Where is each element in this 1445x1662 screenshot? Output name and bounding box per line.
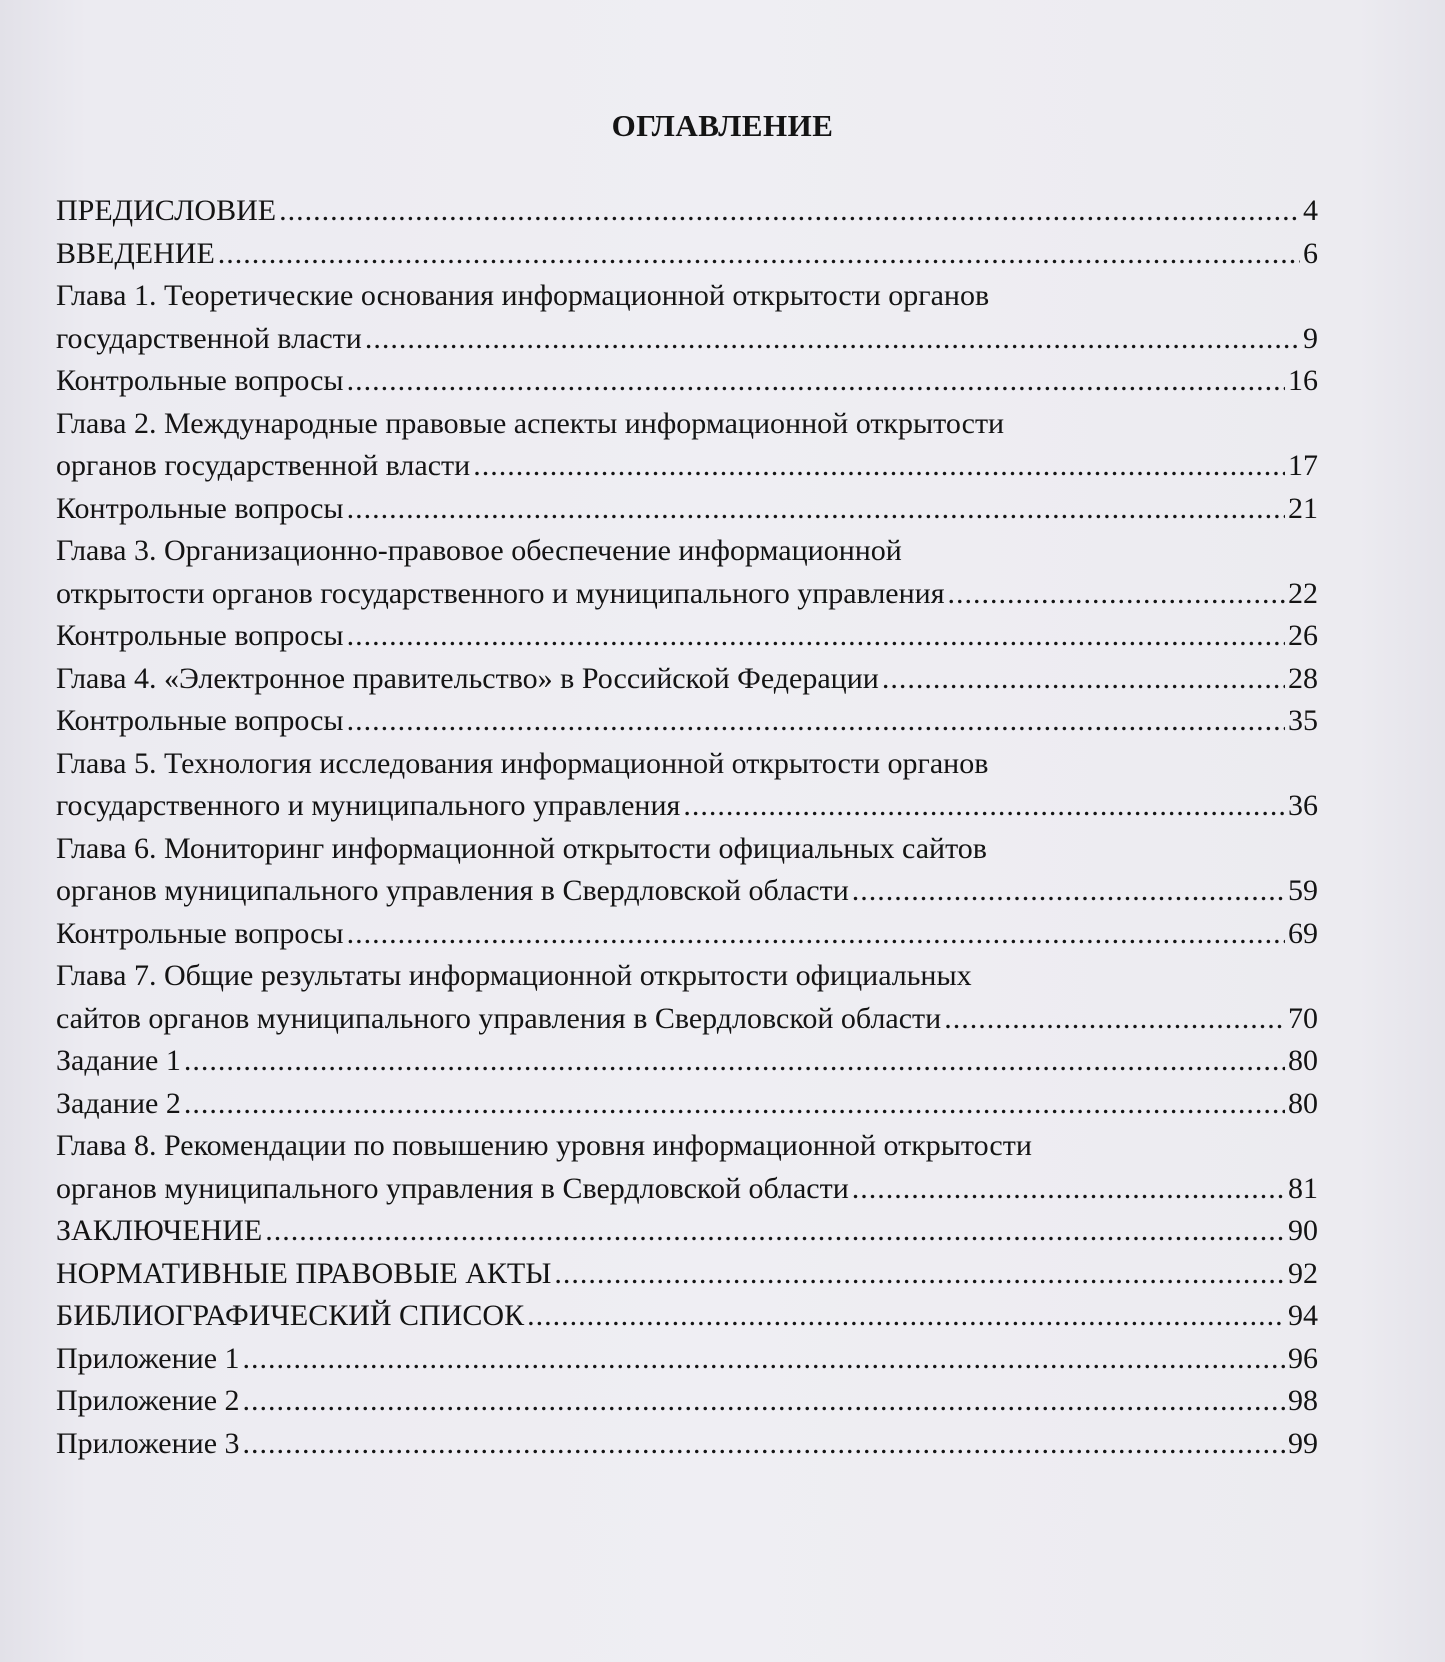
toc-leader-dots [473,445,1285,488]
toc-entry-title: ВВЕДЕНИЕ [56,236,215,270]
toc-entry-chapter-7[interactable] [56,998,1318,1041]
toc-leader-dots [265,1210,1285,1253]
toc-entry-chapter-5[interactable] [56,785,1318,828]
toc-entry-title: открытости органов государственного и муниципального управления [56,576,945,610]
toc-entry-legal-acts[interactable] [56,1253,1318,1296]
toc-page-number: 81 [1288,1171,1318,1205]
toc-entry-chapter-4[interactable] [56,658,1318,701]
toc-entry-appendix-2[interactable] [56,1380,1318,1423]
toc-entry-title: Контрольные вопросы [56,364,344,397]
toc-entry-appendix-3[interactable] [56,1423,1318,1466]
toc-page-number: 92 [1288,1256,1318,1290]
toc-entry-chapter-6-line1[interactable]: Глава 6. Мониторинг информационной открытости официальных сайтов [56,831,987,865]
toc-page-number: 26 [1288,619,1318,652]
toc-page-number: 99 [1288,1426,1318,1460]
toc-leader-dots [944,998,1285,1041]
toc-page-number: 17 [1288,449,1318,482]
toc-entry-title: Контрольные вопросы [56,916,344,950]
toc-entry-chapter-4-questions[interactable] [56,700,1318,743]
toc-leader-dots [243,1380,1285,1423]
toc-leader-dots [948,573,1285,616]
toc-leader-dots [852,870,1285,913]
table-of-contents [56,190,1318,1465]
toc-entry-bibliography[interactable] [56,1295,1318,1338]
toc-entry-title: органов муниципального управления в Свердловской области [56,874,849,907]
toc-leader-dots [218,233,1300,276]
toc-page-number: 96 [1288,1341,1318,1375]
toc-page-number: 6 [1303,236,1318,270]
toc-entry-title: Приложение 3 [56,1426,240,1460]
toc-page-number: 4 [1303,194,1318,227]
toc-page-number: 98 [1288,1384,1318,1417]
toc-page-number: 35 [1288,704,1318,737]
toc-leader-dots [365,318,1300,361]
toc-entry-chapter-7-line1[interactable]: Глава 7. Общие результаты информационной открытости официальных [56,959,972,992]
toc-entry-chapter-1[interactable] [56,318,1318,361]
toc-page-number: 70 [1288,1001,1318,1035]
toc-entry-chapter-6[interactable] [56,870,1318,913]
toc-leader-dots [683,785,1285,828]
toc-leader-dots [243,1338,1285,1381]
toc-entry-title: государственного и муниципального управления [56,789,681,822]
toc-entry-title: Контрольные вопросы [56,704,344,737]
toc-leader-dots [347,700,1285,743]
toc-leader-dots [279,190,1300,233]
toc-leader-dots [347,360,1285,403]
toc-leader-dots [243,1423,1285,1466]
toc-page-number: 94 [1288,1299,1318,1332]
toc-entry-title: сайтов органов муниципального управления в Свердловской области [56,1001,942,1035]
toc-leader-dots [347,488,1285,531]
toc-entry-chapter-3-questions[interactable] [56,615,1318,658]
toc-entry-title: Задание 1 [56,1044,181,1077]
toc-entry-title: Задание 2 [56,1086,181,1120]
toc-page-number: 69 [1288,916,1318,950]
toc-entry-chapter-6-questions[interactable] [56,913,1318,956]
toc-entry-title: органов государственной власти [56,449,471,482]
toc-entry-conclusion[interactable] [56,1210,1318,1253]
toc-page-number: 28 [1288,661,1318,695]
toc-page-number: 21 [1288,491,1318,525]
toc-entry-title: Контрольные вопросы [56,491,344,525]
toc-entry-chapter-1-line1[interactable]: Глава 1. Теоретические основания информационной открытости органов [56,279,990,312]
toc-entry-chapter-3-line1[interactable]: Глава 3. Организационно-правовое обеспечение информационной [56,534,902,567]
toc-entry-chapter-3[interactable] [56,573,1318,616]
toc-entry-introduction[interactable] [56,233,1318,276]
toc-entry-chapter-8[interactable] [56,1168,1318,1211]
toc-page-number: 36 [1288,789,1318,822]
toc-entry-task-1[interactable] [56,1040,1318,1083]
toc-entry-chapter-8-line1[interactable]: Глава 8. Рекомендации по повышению уровня информационной открытости [56,1129,1032,1162]
toc-entry-chapter-2[interactable] [56,445,1318,488]
toc-page-number: 59 [1288,874,1318,907]
toc-page-number: 16 [1288,364,1318,397]
toc-page-number: 90 [1288,1214,1318,1247]
toc-entry-title: Приложение 2 [56,1384,240,1417]
toc-entry-preface[interactable] [56,190,1318,233]
toc-entry-chapter-5-line1[interactable]: Глава 5. Технология исследования информационной открытости органов [56,746,989,780]
toc-page-number: 80 [1288,1086,1318,1120]
page-title: ОГЛАВЛЕНИЕ [611,108,834,143]
toc-leader-dots [882,658,1285,701]
toc-entry-title: НОРМАТИВНЫЕ ПРАВОВЫЕ АКТЫ [56,1256,552,1290]
toc-entry-title: ПРЕДИСЛОВИЕ [56,194,277,227]
toc-entry-chapter-2-line1[interactable]: Глава 2. Международные правовые аспекты информационной открытости [56,406,1005,440]
toc-entry-appendix-1[interactable] [56,1338,1318,1381]
toc-leader-dots [184,1040,1285,1083]
toc-entry-task-2[interactable] [56,1083,1318,1126]
toc-leader-dots [852,1168,1285,1211]
toc-leader-dots [184,1083,1285,1126]
toc-entry-chapter-1-questions[interactable] [56,360,1318,403]
toc-page-number: 80 [1288,1044,1318,1077]
toc-page-number: 22 [1288,576,1318,610]
toc-entry-title: органов муниципального управления в Свердловской области [56,1171,849,1205]
toc-leader-dots [554,1253,1285,1296]
toc-entry-title: БИБЛИОГРАФИЧЕСКИЙ СПИСОК [56,1299,525,1332]
toc-leader-dots [527,1295,1285,1338]
toc-entry-chapter-2-questions[interactable] [56,488,1318,531]
toc-entry-title: Контрольные вопросы [56,619,344,652]
toc-leader-dots [347,615,1285,658]
toc-entry-title: государственной власти [56,321,362,355]
toc-entry-title: Приложение 1 [56,1341,240,1375]
toc-entry-title: ЗАКЛЮЧЕНИЕ [56,1214,263,1247]
toc-entry-title: Глава 4. «Электронное правительство» в Российской Федерации [56,661,879,695]
toc-page-number: 9 [1303,321,1318,355]
toc-leader-dots [347,913,1285,956]
